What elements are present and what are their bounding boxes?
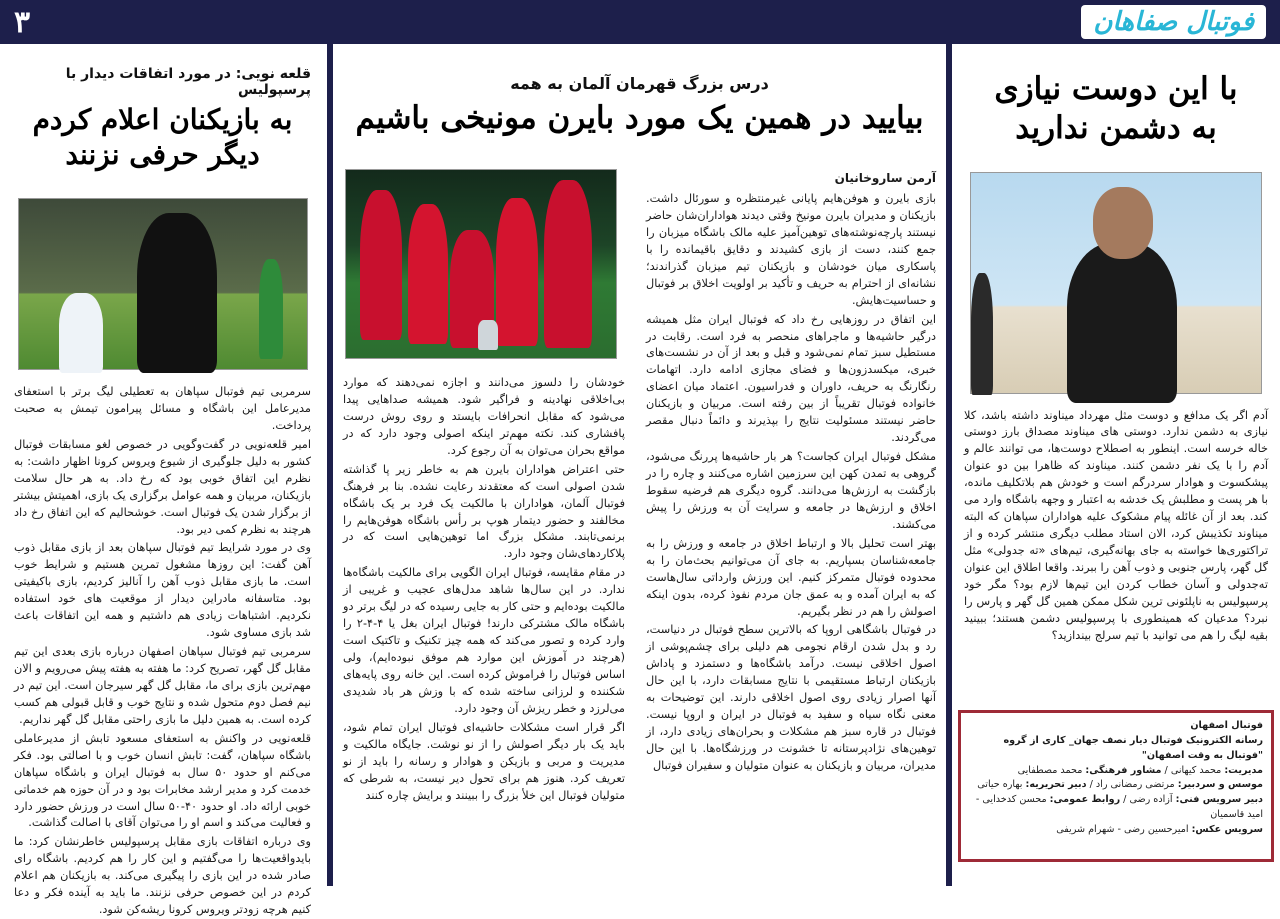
right-article-body — [964, 408, 1268, 645]
right-headline — [964, 70, 1268, 148]
column-left-article — [0, 44, 327, 917]
masthead-value: محمد کیهانی — [1170, 764, 1222, 776]
right-headline-line-2: به دشمن ندارید — [1015, 109, 1217, 146]
photo-player — [544, 180, 592, 348]
middle-paragraph: مشکل فوتبال ایران کجاست؟ هر بار حاشیه‌ها پررنگ می‌شود، گروهی به تمدن کهن این سرزمین اشاره می‌کنند و چاره را در بازگشت به ارزش‌ها می‌دانند. گروه دیگری هم فرضیه سقوط اخلاق و ارزش‌ها در جامعه و سرایت آن به ورزش را پیش می‌کشند. — [646, 450, 936, 531]
middle-paragraph: خودشان را دلسوز می‌دانند و اجازه نمی‌دهند که موارد بی‌اخلاقی نهادینه و فراگیر شود. همیشه صداهایی پیدا می‌شود که مقابل انحرافات بایستد و روی روش درست پافشاری کند. نکته مهم‌تر اینکه اصولی وجود دارد که در مواقع بحران می‌توان به آن رجوع کرد. — [343, 376, 625, 457]
masthead-label: موسس و سردبیر: — [1177, 779, 1263, 791]
middle-paragraph: این اتفاق در روزهایی رخ داد که فوتبال ایران مثل همیشه درگیر حاشیه‌ها و ماجراهای منحصر به فرد است. رقابت در مستطیل سبز تمام نمی‌شود و قبل و بعد از آن در نشست‌های خبری، میکسدزون‌ها و فضای مجازی ادامه دارد. اتهامات رنگارنگ به حریف، داوران و فدراسیون. اعتماد میان اعضای خانواده فوتبال تقریباً از بین رفته است. مربیان و بازیکنان حاضر نیستند مسئولیت نتایج را بپذیرند و دائماً دنبال مقصر می‌گردند. — [646, 312, 936, 445]
middle-body-column-b — [343, 375, 625, 886]
masthead-desc: رسانه الکترونیک فوتبال دیار نصف جهان_ کاری از گروه "فوتبال به وقت اصفهان" — [1003, 734, 1263, 761]
middle-paragraph: بهتر است تحلیل بالا و ارتباط اخلاق در جامعه و ورزش را به جامعه‌شناسان بسپاریم. به جای آن می‌توانیم بحث‌مان را به محدوده فوتبال متمرکز کنیم. این ورزش وارداتی سال‌هاست که به ایران آمده و به عمق جان مردم نفوذ کرده، بدون اینکه اصولش را هم در نظر بگیریم. — [646, 536, 936, 618]
trophy-icon — [478, 320, 498, 350]
left-paragraph: امیر قلعه‌نویی در گفت‌وگویی در خصوص لغو مسابقات فوتبال کشور به دلیل جلوگیری از شیوع ویروس کرونا اظهار داشت: به نظرم این اتفاق خوبی بود که رخ داد. به هر حال سلامت بازیکنان، مربیان و همه عوامل برگزاری یک بازی، اهمیتش بیشتر از برگزار شدن یک فوتبال است. خوشحالیم که این اتفاق رخ داد هرچند به نظرم کمی دیر بود. — [14, 437, 311, 536]
middle-kicker: درس بزرگ قهرمان آلمان به همه — [510, 74, 769, 93]
masthead-box: فوتبال اصفهان رسانه الکترونیک فوتبال دیار نصف جهان_ کاری از گروه "فوتبال به وقت اصفهان" مدیریت: محمد کیهانی / مشاور فرهنگی: محمد مصطفایی موسس و سردبیر: مرتضی رمضانی راد / دبیر تحریریه: بهاره حیاتی دبیر سرویس فنی: آزاده رضی / روابط عمومی: محسن کدخدایی - امید قاسمیان سرویس عکس: امیرحسین رضی - شهرام شریفی — [958, 710, 1274, 862]
masthead-value: محسن کدخدایی - امید قاسمیان — [975, 794, 1263, 821]
middle-headline: بیایید در همین یک مورد بایرن مونیخی باشیم — [355, 100, 924, 136]
left-paragraph: سرمربی تیم فوتبال سپاهان اصفهان درباره بازی بعدی این تیم مقابل گل گهر، تصریح کرد: ما هفته به هفته پیش می‌رویم و الان مهم‌ترین بازی برای ما، مقابل گل گهر سیرجان است. این تیم در نیم فصل دوم متحول شده و نتایج خوب و قابل قبولی هم کسب کرده است. به همین دلیل ما بازی راحتی مقابل گل گهر نداریم. — [14, 645, 311, 726]
photo-player — [360, 190, 402, 340]
column-middle-article — [333, 44, 946, 886]
middle-paragraph: اگر قرار است مشکلات حاشیه‌ای فوتبال ایران تمام شود، باید یک بار دیگر اصولش را از نو نوشت. جایگاه مالکیت و مدیریت و مربی و بازیکن و هوادار و رسانه را باید از نو تعریف کرد. هنوز هم برای تحول دیر نیست، به شرطی که متولیان فوتبال این خلأ بزرگ را ببینند و برایش چاره کنند — [343, 720, 625, 802]
photo-coach — [137, 213, 217, 373]
left-headline — [14, 102, 311, 172]
right-article-photo — [970, 172, 1262, 394]
masthead-name: فوتبال اصفهان — [1190, 720, 1263, 731]
left-paragraph: سرمربی تیم فوتبال سپاهان به تعطیلی لیگ برتر با استعفای مدیرعامل این باشگاه و مسائل پیرامون تیمش به صحبت پرداخت. — [14, 385, 311, 432]
masthead-label: دبیر تحریریه: — [1025, 779, 1087, 791]
middle-article-photo — [345, 169, 617, 359]
left-paragraph: وی در مورد شرایط تیم فوتبال سپاهان بعد از بازی مقابل ذوب آهن گفت: این روزها مشغول تمرین هستیم و شرایط خوب است. ما بازی مقابل ذوب آهن را آنالیز کردیم، بازی باکیفیتی بود. متاسفانه مادراین دیدار از موقعیت های خود استفاده نکردیم. اشتباهات زیادی هم داشتیم و همه این اتفاقات باعث شد بازی مساوی شود. — [14, 541, 311, 640]
column-right-article — [952, 44, 1280, 886]
masthead-label: روابط عمومی: — [1049, 794, 1121, 806]
left-headline-line-2: دیگر حرفی نزنند — [65, 138, 260, 171]
middle-body-column-a — [646, 169, 936, 886]
left-article-body — [14, 384, 311, 919]
masthead-label: سرویس عکس: — [1191, 824, 1263, 836]
masthead-label: مشاور فرهنگی: — [1085, 764, 1162, 776]
right-headline-line-1: با این دوست نیازی — [994, 71, 1238, 107]
left-paragraph: قلعه‌نویی در واکنش به استعفای مسعود تابش از مدیرعاملی باشگاه سپاهان، گفت: تابش انسان خوب و با اصالتی بود. فکر می‌کنم او حدود ۵۰ سال به فوتبال ایران و باشگاه سپاهان خدمت کرد و مدیر ارشد مخابرات بود و در آن حوزه هم خدماتی خوبی ارائه داد. او حدود ۴۰-۵۰ سال است در ورزش حضور دارد و فعالیت می‌کند و اسم او را می‌توان آقای با اصالت گذاشت. — [14, 731, 311, 830]
left-article-photo — [18, 198, 308, 370]
masthead-value: محمد مصطفایی — [1017, 764, 1083, 776]
photo-figure — [1067, 243, 1177, 403]
middle-paragraph: حتی اعتراض هواداران بایرن هم به خاطر زیر پا گذاشته شدن اصولی است که معتقدند رعایت نشده. بنا بر فرهنگ فوتبال آلمان، هواداران با مالکیت یک فرد بر یک باشگاه مخالفند و حضور دیتمار هوپ بر رأس باشگاه هوفن‌هایم را برنمی‌تابند. مشکل بزرگ اما توهین‌هایی است که در پلاکاردهای‌شان وجود دارد. — [343, 462, 625, 561]
middle-paragraph: در مقام مقایسه، فوتبال ایران الگویی برای مالکیت باشگاه‌ها ندارد. در این سال‌ها شاهد مدل‌های عجیب و غریبی از مالکیت بوده‌ایم و حتی کار به جایی رسیده که در لیگ برتر دو باشگاه مالک مشترکی دارند! فوتبال ایران بغل یا ۴-۴-۲ را وارد کرده و تصور می‌کند که همه چیز تکنیک و تاکتیک است (هرچند در آموزش این موارد هم موفق نبوده‌ایم)، ولی اساس فوتبال را فراموش کرده است. این خانه روی پایه‌های شکننده و لرزانی ساخته شده که با وزش هر باد شدیدی می‌لرزد و خطر ریزش آن وجود دارد. — [343, 566, 626, 715]
masthead-label: مدیریت: — [1224, 764, 1263, 776]
masthead-value: بهاره حیاتی — [977, 779, 1023, 791]
middle-paragraph: بازی بایرن و هوفن‌هایم پایانی غیرمنتظره و سورئال داشت. بازیکنان و مدیران بایرن مونیخ وقتی دیدند هواداران‌شان حاضر نیستند پارچه‌نوشته‌های توهین‌آمیز علیه مالک باشگاه میزبان را جمع کنند، دست از بازی کشیدند و دقایق باقیمانده را با پاسکاری میان خودشان و بازیکنان تیم میزبان گذراندند؛ نشانه‌ای از احترام به حریف و تأکید بر اولویت اخلاق بر فوتبال و حساسیت‌هایش. — [646, 192, 936, 307]
photo-bg-figure — [259, 259, 283, 359]
middle-paragraph: در فوتبال باشگاهی اروپا که بالاترین سطح فوتبال در دنیاست، رد و بدل شدن ارقام نجومی هم دلیلی برای چشم‌پوشی از اصول اخلاقی نیست. درآمد باشگاه‌ها و دستمزد و پاداش بازیکنان ارتباط مستقیمی با نتایج مسابقات دارد، با این حال آنها اصرار زیادی روی اصول اخلاقی دارند. این توضیحات به معنی نگاه سیاه و سفید به فوتبال در ایران و اروپا نیست. فوتبال در قاره سبز هم مشکلات و بحران‌های زیادی دارد، از توهین‌های نژادپرستانه تا خشونت در ورزشگاه‌ها. با این حال مدیران، مربیان و بازیکنان به عنوان متولیان و سفیران فوتبال — [646, 623, 936, 772]
photo-bg-figure — [971, 273, 993, 395]
left-paragraph: وی درباره اتفاقات بازی مقابل پرسپولیس خاطرنشان کرد: ما بایدواقعیت‌ها را می‌گفتیم و این کار را هم کردیم. باشگاه رای صادر شده در این بازی را پیگیری می‌کند. به بازیکنان هم اعلام کردم در این خصوص حرفی نزنند. ما باید به آینده فکر و دعا کنیم هرچه زودتر ویروس کرونا ریشه‌کن شود. — [14, 835, 311, 917]
masthead-value: امیرحسین رضی - شهرام شریفی — [1056, 824, 1189, 836]
page-number: ۳ — [14, 4, 31, 40]
photo-bg-figure — [59, 293, 103, 373]
photo-face — [1093, 187, 1153, 259]
publication-logo: فوتبال صفاهان — [1081, 5, 1266, 39]
masthead-value: آزاده رضی — [1129, 794, 1173, 806]
masthead-label: دبیر سرویس فنی: — [1175, 794, 1263, 806]
article-author: آرمن ساروخانیان — [834, 171, 936, 185]
right-paragraph: آدم اگر یک مدافع و دوست مثل مهرداد میناوند داشته باشد، کلا نیازی به دشمن ندارد. دوستی های میناوند مصداق بارز دوستی خاله خرسه است. اینطور به اصطلاح دوست‌ها، می توانند عالم و آدم را با یک نفر دشمن کنند. میناوند که ظاهرا بین دو عنوان پیشکسوت و هوادار سردرگم است و خودش هم بلاتکلیف مانده، با هر پست و مطلبش یک خدشه به اعتبار و وجهه باشگاه وارد می کند. بعد از آن غائله پیام مشکوک علیه هواداران سپاهان که البته میناوند تکذیبش کرد، الان استاد مطلب دیگری منتشر کرده و از تراکتوری‌ها خواسته به جای بهانه‌گیری، تیم‌های «ته جدولی» مثل گل گهر، پارس جنوبی و ذوب آهن را ببرند. واقعا اطلاق این عنوان ته‌جدولی و آسان خطاب کردن این تیم‌ها لازم بود؟ مگر خود پرسپولیس به ناپلئونی ترین شکل ممکن همین گل گهر و پارس را نبرد؟ مدعیان که همینطوری با پرسپولیس دشمن هستند؛ ببینید بقیه لیگ را هم می توانید با تیم سرلج بیندازید؟ — [964, 408, 1268, 642]
masthead-value: مرتضی رمضانی راد — [1095, 779, 1175, 791]
photo-player — [496, 198, 538, 346]
top-bar — [0, 0, 1280, 44]
left-kicker: قلعه نویی: در مورد اتفاقات دیدار با پرسپولیس — [65, 66, 311, 98]
left-headline-line-1: به بازیکنان اعلام کردم — [32, 103, 293, 136]
photo-player — [408, 204, 448, 344]
